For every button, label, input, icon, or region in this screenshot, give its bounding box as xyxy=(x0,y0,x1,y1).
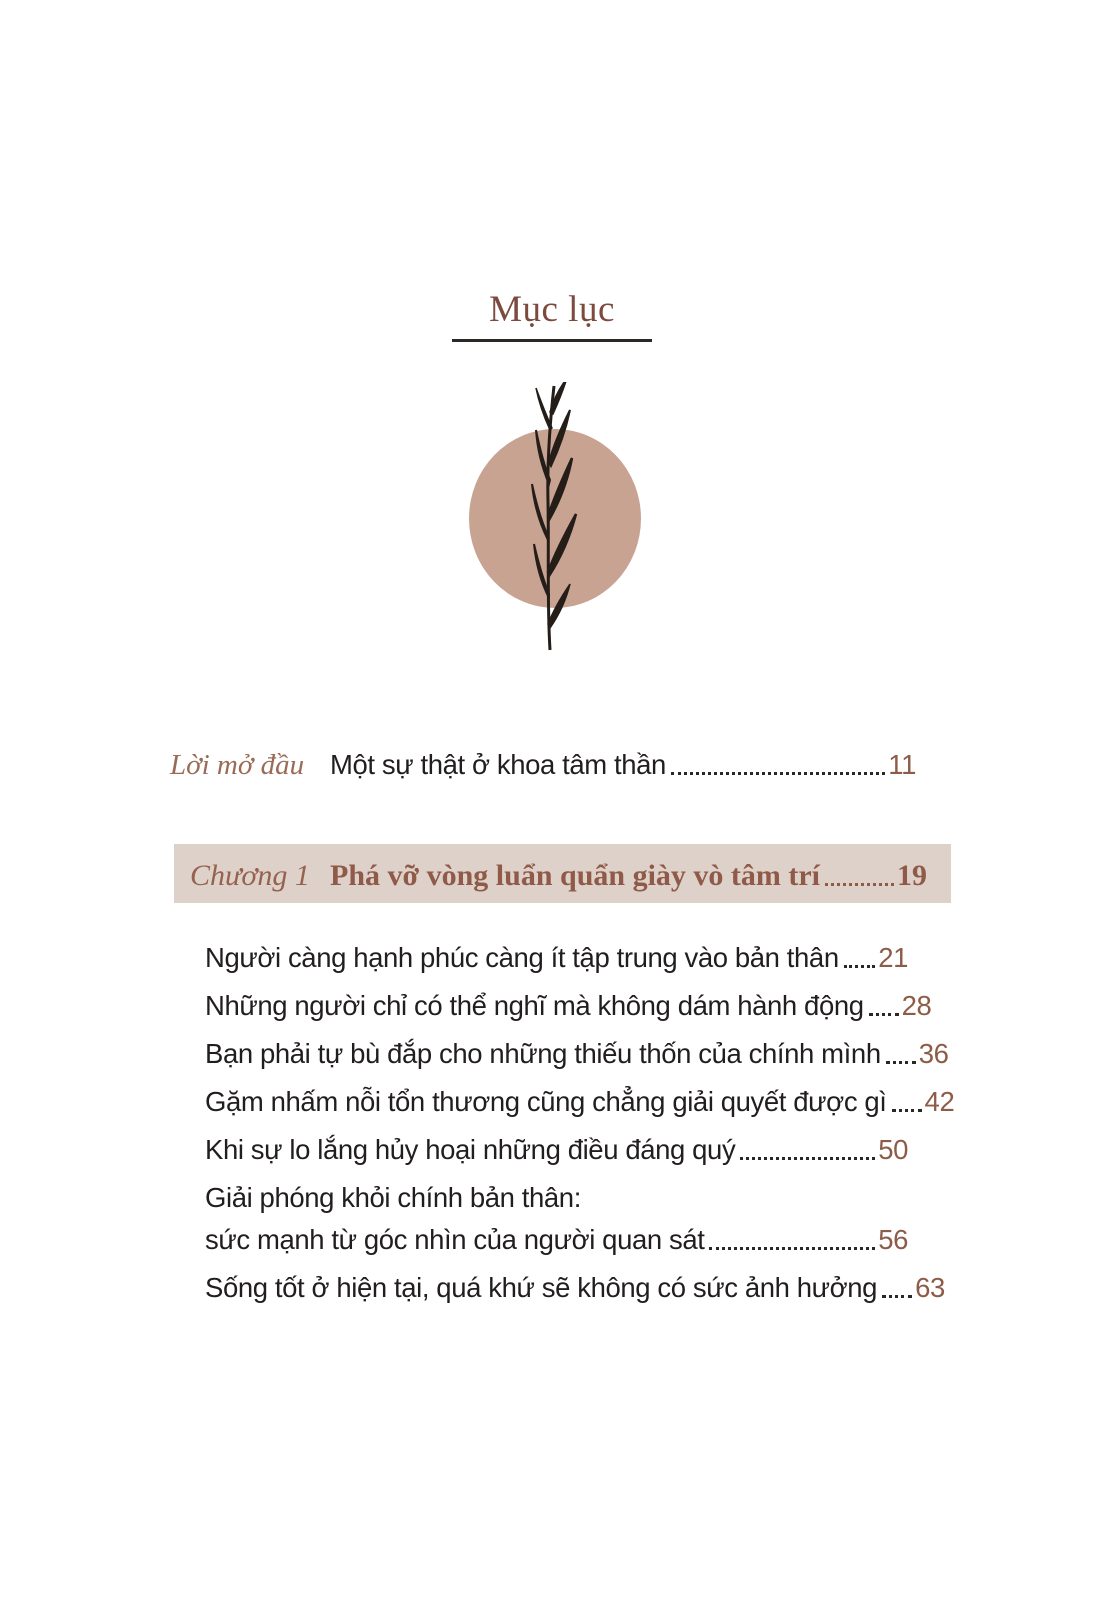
section-title: Gặm nhấm nỗi tổn thương cũng chẳng giải quyết được gì xyxy=(205,1086,887,1117)
toc-row xyxy=(205,1133,908,1167)
toc-row xyxy=(205,1037,949,1071)
section-title: Bạn phải tự bù đắp cho những thiếu thốn của chính mình xyxy=(205,1038,881,1069)
section-page-number: 21 xyxy=(878,942,908,973)
dot-leader xyxy=(709,1247,875,1250)
dot-leader xyxy=(671,772,885,775)
preface-page-number: 11 xyxy=(888,749,916,780)
page-title-block xyxy=(452,288,652,342)
dot-leader xyxy=(844,965,875,968)
preface-row xyxy=(170,748,916,782)
section-page-number: 50 xyxy=(878,1134,908,1165)
chapter-1-header xyxy=(174,844,951,903)
preface-label: Lời mở đầu xyxy=(170,749,305,781)
section-title: Sống tốt ở hiện tại, quá khứ sẽ không có sức ảnh hưởng xyxy=(205,1272,878,1303)
toc-row xyxy=(205,1271,945,1305)
dot-leader xyxy=(886,1061,916,1064)
section-title: Những người chỉ có thể nghĩ mà không dám hành động xyxy=(205,990,864,1021)
section-title-line-2: sức mạnh từ góc nhìn của người quan sát xyxy=(205,1224,705,1255)
chapter-page-number: 19 xyxy=(897,859,927,892)
section-page-number: 42 xyxy=(924,1086,955,1117)
toc-row xyxy=(205,1181,908,1215)
dot-leader xyxy=(740,1157,875,1160)
toc-row xyxy=(205,941,908,975)
section-list xyxy=(205,941,955,1305)
dot-leader xyxy=(869,1013,899,1016)
chapter-label: Chương 1 xyxy=(190,859,310,892)
section-page-number: 36 xyxy=(918,1038,949,1069)
toc-row xyxy=(205,1223,908,1257)
section-page-number: 63 xyxy=(915,1272,945,1303)
chapter-title: Phá vỡ vòng luẩn quẩn giày vò tâm trí xyxy=(330,859,821,892)
section-page-number: 56 xyxy=(878,1224,908,1255)
preface-title: Một sự thật ở khoa tâm thần xyxy=(330,749,666,780)
toc-row xyxy=(205,989,932,1023)
toc-row xyxy=(205,1085,955,1119)
section-title: Khi sự lo lắng hủy hoại những điều đáng quý xyxy=(205,1134,736,1165)
dot-leader xyxy=(882,1295,912,1298)
dot-leader xyxy=(825,883,894,886)
dot-leader xyxy=(892,1109,922,1112)
plant-stalk-illustration xyxy=(492,382,618,654)
section-title: Người càng hạnh phúc càng ít tập trung vào bản thân xyxy=(205,942,839,973)
page-title: Mục lục xyxy=(489,289,615,330)
section-page-number: 28 xyxy=(901,990,932,1021)
section-title-line-1: Giải phóng khỏi chính bản thân: xyxy=(205,1182,581,1213)
